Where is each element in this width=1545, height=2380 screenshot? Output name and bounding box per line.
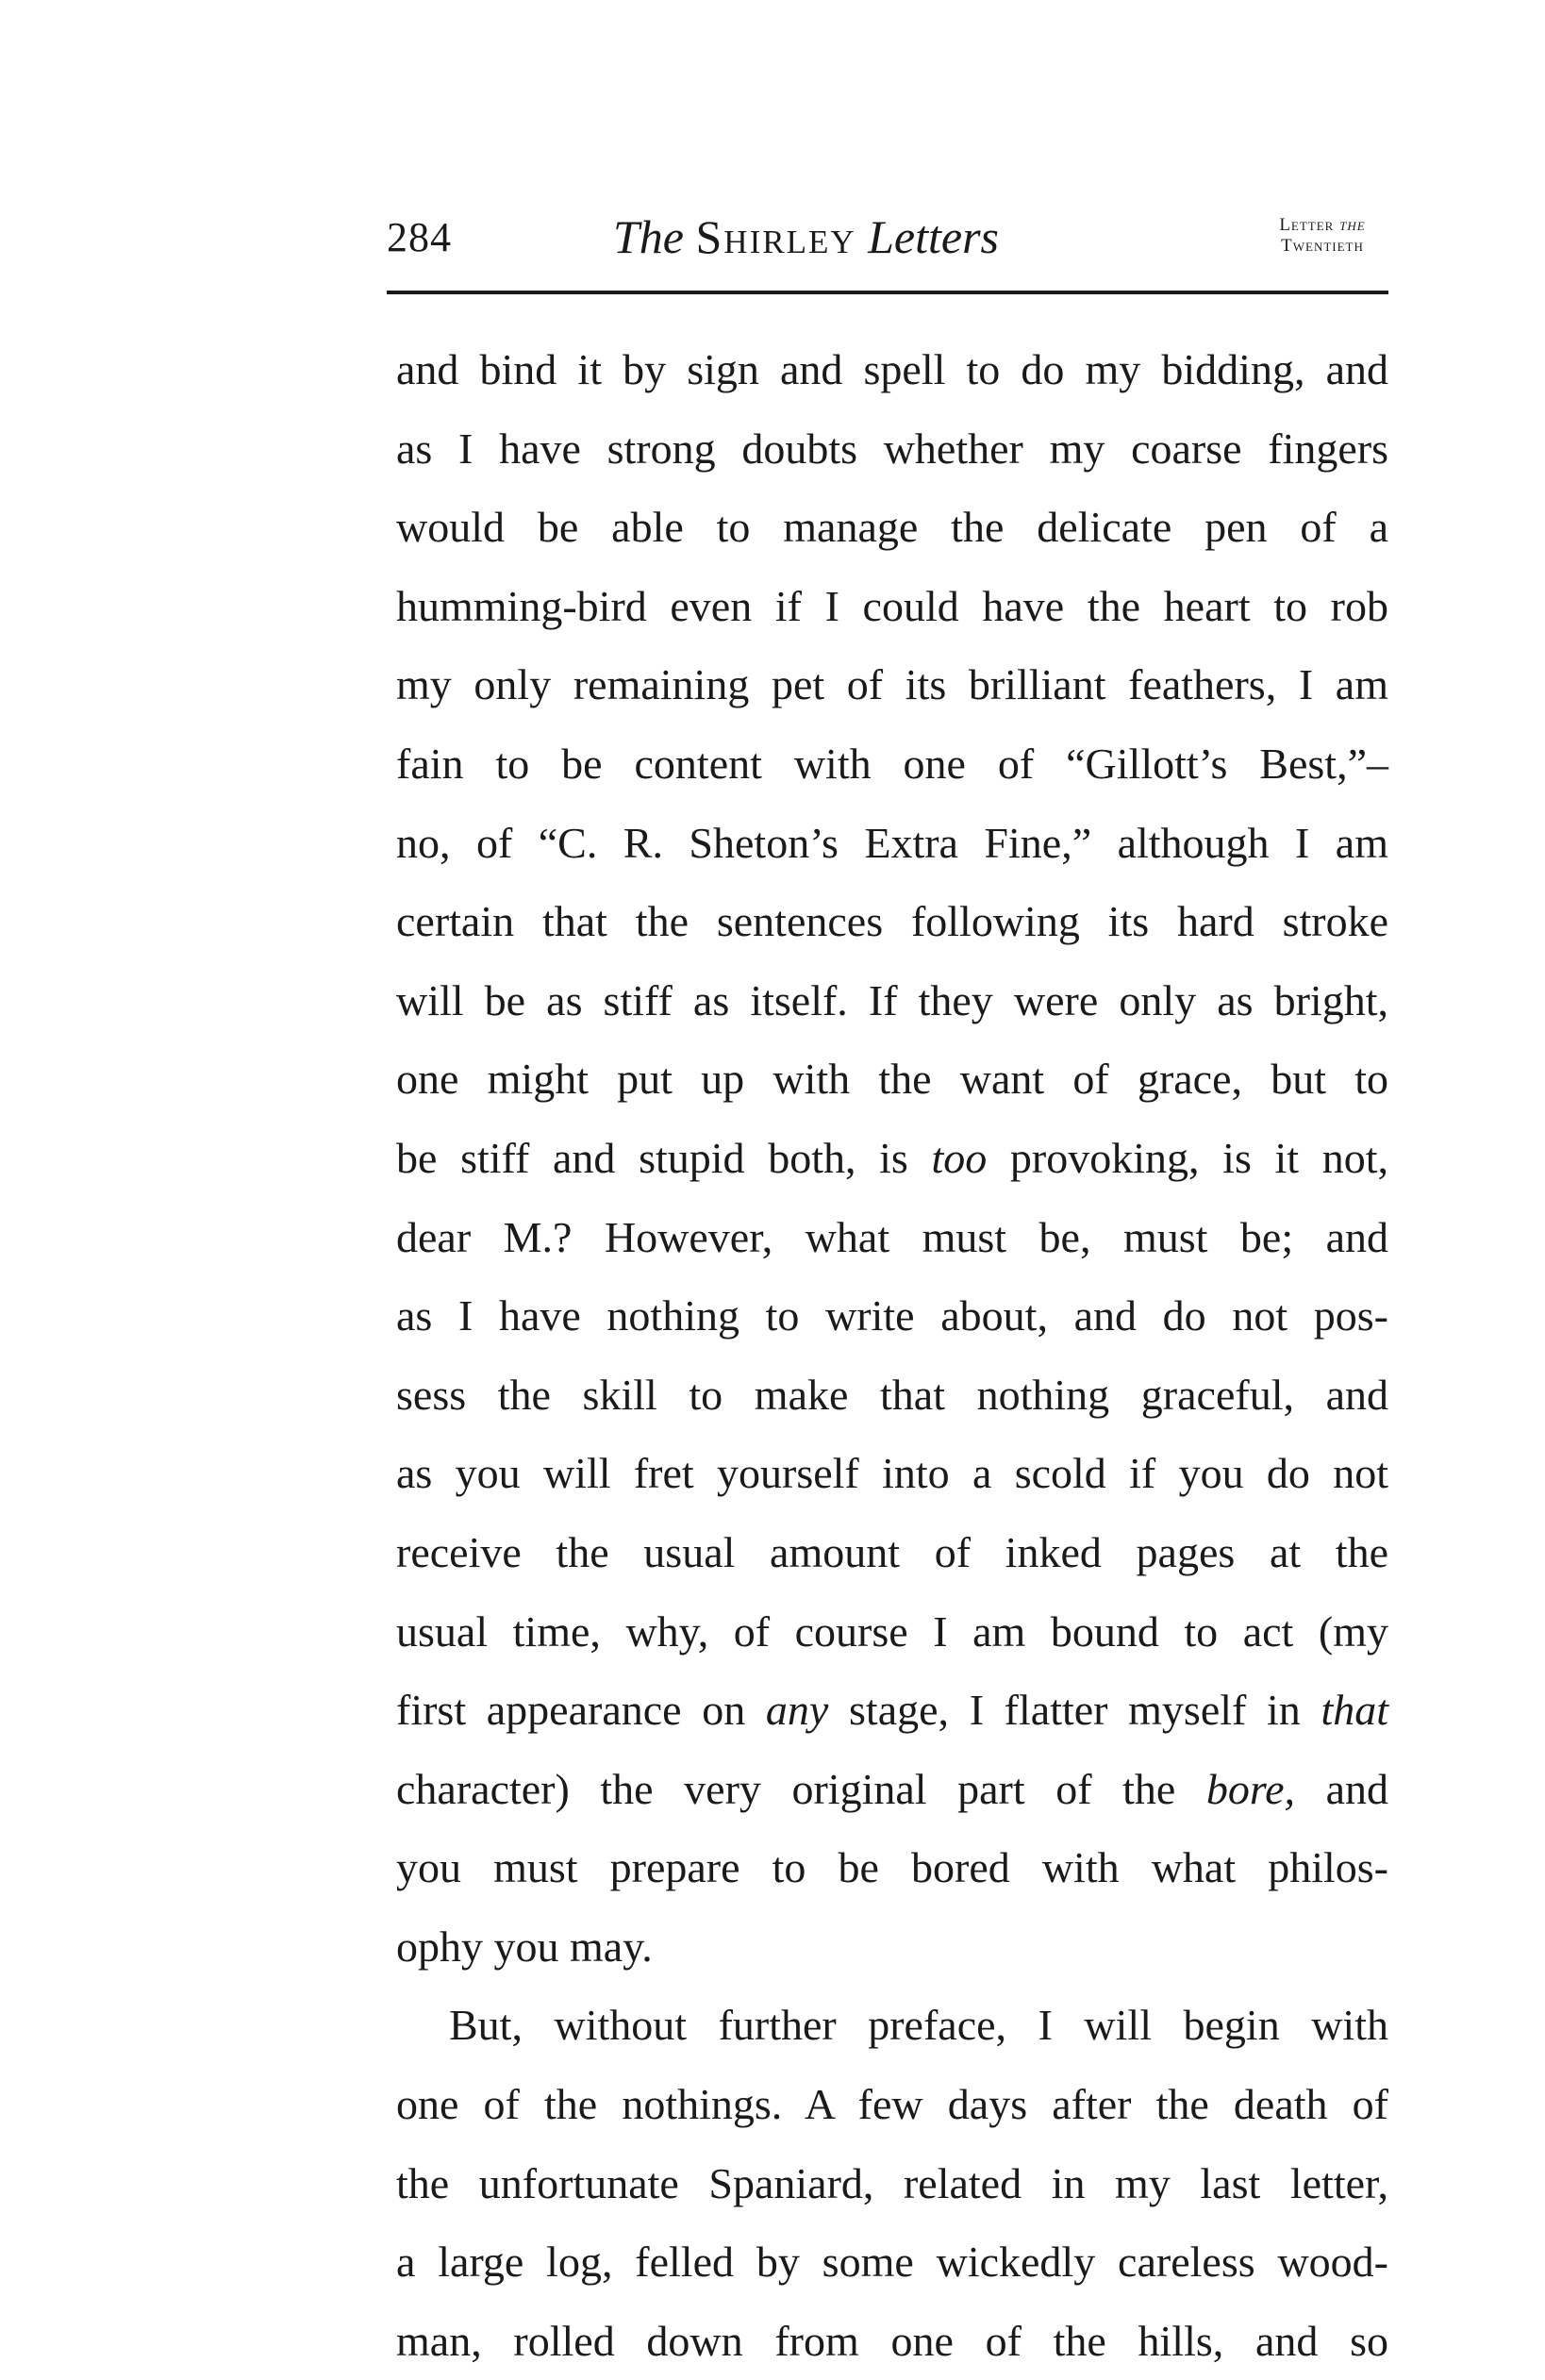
text-line: as I have nothing to write about, and do not pos- xyxy=(396,1291,1388,1340)
text-line xyxy=(396,1671,1388,1750)
text-line: one might put up with the want of grace, but to xyxy=(396,1055,1388,1104)
text-line: receive the usual amount of inked pages at the xyxy=(396,1527,1388,1576)
book-title-shirley: Shirley xyxy=(695,210,856,263)
text-line: sess the skill to make that nothing graceful, and xyxy=(396,1370,1388,1419)
text-line: as you will fret yourself into a scold if you do not xyxy=(396,1449,1388,1498)
italic-word: bore, xyxy=(1205,1764,1295,1813)
chapter-mark-letter: Letter xyxy=(1279,215,1335,235)
text-line: one of the nothings. A few days after the death of xyxy=(396,2080,1388,2129)
text-line: as I have strong doubts whether my coarse fingers xyxy=(396,424,1388,473)
text-line: dear M.? However, what must be, must be; and xyxy=(396,1212,1388,1261)
body-text xyxy=(396,330,1388,2380)
text-line: certain that the sentences following its hard stroke xyxy=(396,897,1388,946)
text-line: man, rolled down from one of the hills, and so xyxy=(396,2316,1388,2365)
text-line: and bind it by sign and spell to do my bidding, and xyxy=(396,345,1388,393)
text-line: will be as stiff as itself. If they were only as bright, xyxy=(396,975,1388,1024)
text-line: my only remaining pet of its brilliant feathers, I am xyxy=(396,660,1388,709)
page-number: 284 xyxy=(387,214,452,260)
text-line: humming-bird even if I could have the heart to rob xyxy=(396,581,1388,630)
chapter-mark xyxy=(1256,215,1388,257)
text-line: the unfortunate Spaniard, related in my last letter, xyxy=(396,2158,1388,2207)
text-segment: first appearance on xyxy=(396,1686,746,1735)
chapter-mark-twentieth: Twentieth xyxy=(1281,236,1364,256)
italic-word: too xyxy=(931,1133,988,1182)
chapter-mark-the: the xyxy=(1339,215,1366,235)
running-head xyxy=(387,209,1388,275)
book-title-letters: Letters xyxy=(868,210,1000,263)
text-line xyxy=(396,1119,1388,1198)
text-segment: and xyxy=(1325,1764,1388,1813)
book-title xyxy=(613,209,999,264)
text-line xyxy=(396,1750,1388,1829)
text-line: ophy you may. xyxy=(396,1922,653,1971)
text-line: usual time, why, of course I am bound to act (my xyxy=(396,1606,1388,1656)
text-segment: be stiff and stupid both, is xyxy=(396,1133,908,1182)
text-line: would be able to manage the delicate pen of a xyxy=(396,503,1388,552)
italic-word: that xyxy=(1321,1686,1389,1735)
text-line: no, of “C. R. Sheton’s Extra Fine,” although I am xyxy=(396,818,1388,867)
text-line: But, without further preface, I will begin with xyxy=(449,2001,1388,2050)
text-segment: character) the very original part of the xyxy=(396,1764,1176,1813)
text-segment: stage, I flatter myself in xyxy=(849,1686,1301,1735)
text-segment: provoking, is it not, xyxy=(1009,1133,1388,1182)
text-line: a large log, felled by some wickedly careless wood- xyxy=(396,2238,1388,2287)
italic-word: any xyxy=(765,1686,829,1735)
text-line: you must prepare to be bored with what philos- xyxy=(396,1843,1388,1892)
text-line: fain to be content with one of “Gillott’s Best,”– xyxy=(396,739,1388,788)
book-title-the: The xyxy=(613,210,684,263)
header-rule xyxy=(387,291,1388,294)
